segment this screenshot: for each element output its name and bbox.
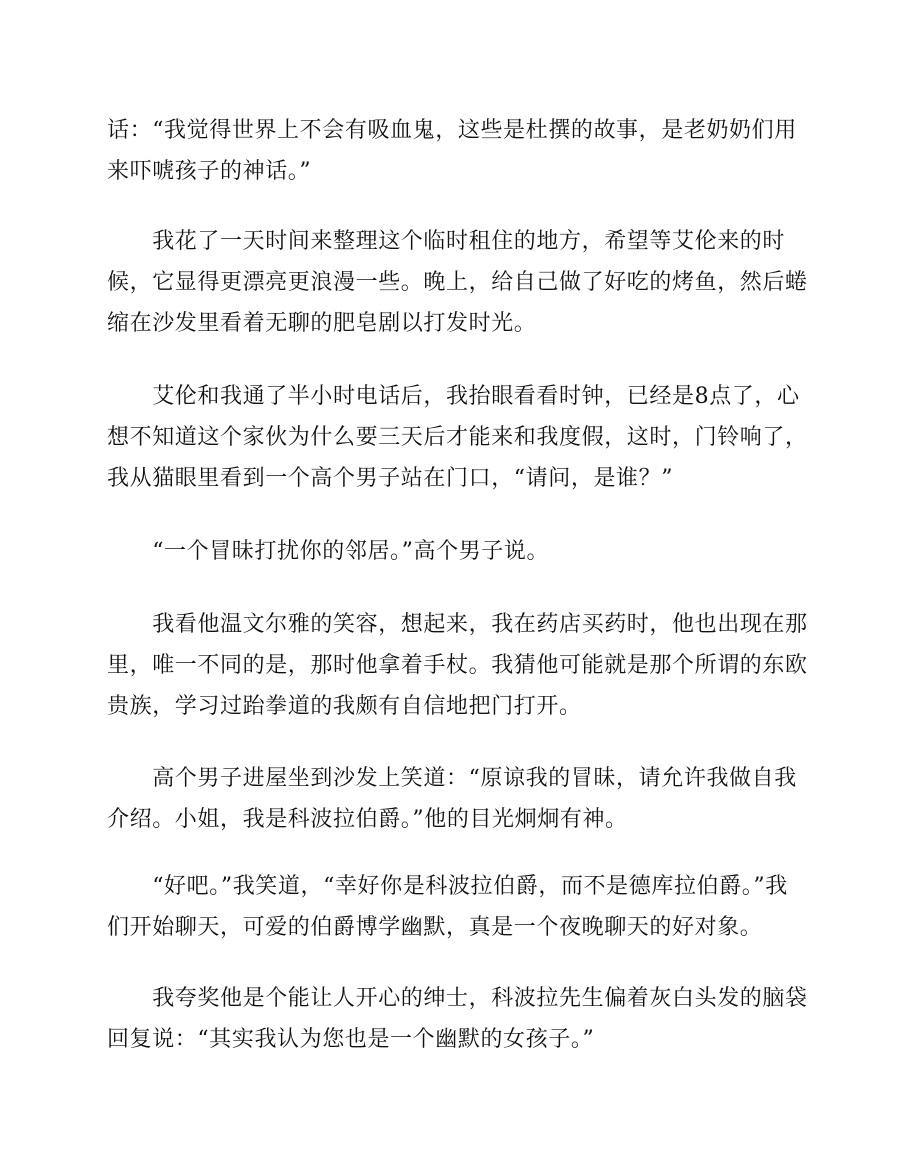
paragraph-line: 来吓唬孩子的神话。” (107, 159, 312, 184)
paragraph-line: 我夸奖他是个能让人开心的绅士，科波拉先生偏着灰白头发的脑袋 (107, 986, 808, 1011)
paragraph-line: “好吧。”我笑道，“幸好你是科波拉伯爵，而不是德库拉伯爵。”我 (107, 874, 788, 899)
paragraph-line: 回复说：“其实我认为您也是一个幽默的女孩子。” (107, 1027, 595, 1052)
paragraph-line: 艾伦和我通了半小时电话后，我抬眼看看时钟，已经是8点了，心 (107, 384, 800, 409)
paragraph-line: “一个冒昧打扰你的邻居。”高个男子说。 (107, 539, 550, 564)
paragraph-line: 们开始聊天，可爱的伯爵博学幽默，真是一个夜晚聊天的好对象。 (107, 915, 763, 940)
paragraph-1 (107, 110, 807, 192)
paragraph-7 (107, 866, 807, 948)
paragraph-line: 想不知道这个家伙为什么要三天后才能来和我度假，这时，门铃响了， (107, 425, 808, 450)
paragraph-line: 我看他温文尔雅的笑容，想起来，我在药店买药时，他也出现在那 (107, 612, 808, 637)
paragraph-6 (107, 758, 807, 840)
paragraph-4 (107, 531, 807, 572)
paragraph-line: 贵族，学习过跆拳道的我颇有自信地把门打开。 (107, 694, 582, 719)
paragraph-line: 缩在沙发里看着无聊的肥皂剧以打发时光。 (107, 311, 537, 336)
paragraph-line: 话：“我觉得世界上不会有吸血鬼，这些是杜撰的故事，是老奶奶们用 (107, 118, 797, 143)
paragraph-line: 我从猫眼里看到一个高个男子站在门口，“请问，是谁？” (107, 466, 674, 491)
paragraph-line: 里，唯一不同的是，那时他拿着手杖。我猜他可能就是那个所谓的东欧 (107, 653, 808, 678)
paragraph-2 (107, 221, 807, 344)
paragraph-3 (107, 376, 807, 499)
paragraph-line: 高个男子进屋坐到沙发上笑道：“原谅我的冒昧，请允许我做自我 (107, 766, 797, 791)
paragraph-line: 候，它显得更漂亮更浪漫一些。晚上，给自己做了好吃的烤鱼，然后蜷 (107, 270, 808, 295)
paragraph-line: 我花了一天时间来整理这个临时租住的地方，希望等艾伦来的时 (107, 229, 786, 254)
paragraph-line: 介绍。小姐，我是科波拉伯爵。”他的目光炯炯有神。 (107, 807, 628, 832)
paragraph-5 (107, 604, 807, 727)
paragraph-8 (107, 978, 807, 1060)
